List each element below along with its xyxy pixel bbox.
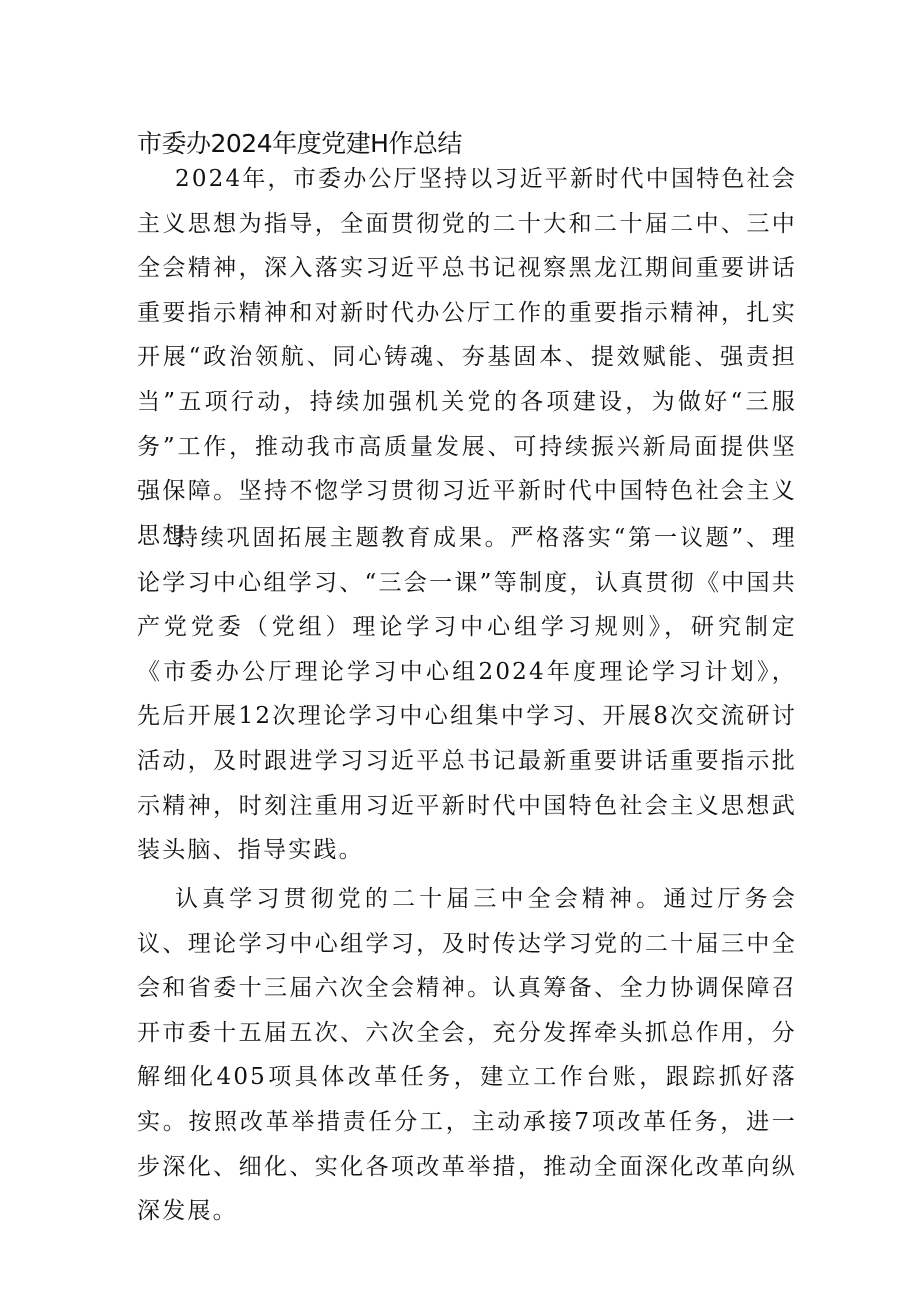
paragraph-theory-study: 持续巩固拓展主题教育成果。严格落实“第一议题”、理论学习中心组学习、“三会一课”等制度，认真贯彻《中国共产党党委（党组）理论学习中心组学习规则》，研究制定《市委办公厅理论学习中心组2024年度理论学习计划》，先后开展12次理论学习中心组集中学习、开展8次交流研讨活动，及时跟进学习习近平总书记最新重要讲话重要指示批示精神，时刻注重用习近平新时代中国特色社会主义思想武装头脑、指导实践。 [137,525,797,864]
paragraph-intro: 2024年，市委办公厅坚持以习近平新时代中国特色社会主义思想为指导，全面贯彻党的二十大和二十届二中、三中全会精神，深入落实习近平总书记视察黑龙江期间重要讲话重要指示精神和对新时代办公厅工作的重要指示精神，扎实开展“政治领航、同心铸魂、夯基固本、提效赋能、强责担当”五项行动，持续加强机关党的各项建设，为做好“三服务”工作，推动我市高质量发展、可持续振兴新局面提供坚强保障。坚持不惚学习贯彻习近平新时代中国特色社会主义思想 [137,166,797,549]
paragraph-plenary-session: 认真学习贯彻党的二十届三中全会精神。通过厅务会议、理论学习中心组学习，及时传达学习党的二十届三中全会和省委十三届六次全会精神。认真筹备、全力协调保障召开市委十五届五次、六次全会，充分发挥牵头抓总作用，分解细化405项具体改革任务，建立工作台账，跟踪抓好落实。按照改革举措责任分工，主动承接7项改革任务，进一步深化、细化、实化各项改革举措，推动全面深化改革向纵深发展。 [137,886,797,1225]
document-title: 市委办2024年度党建H作总结 [137,129,462,158]
